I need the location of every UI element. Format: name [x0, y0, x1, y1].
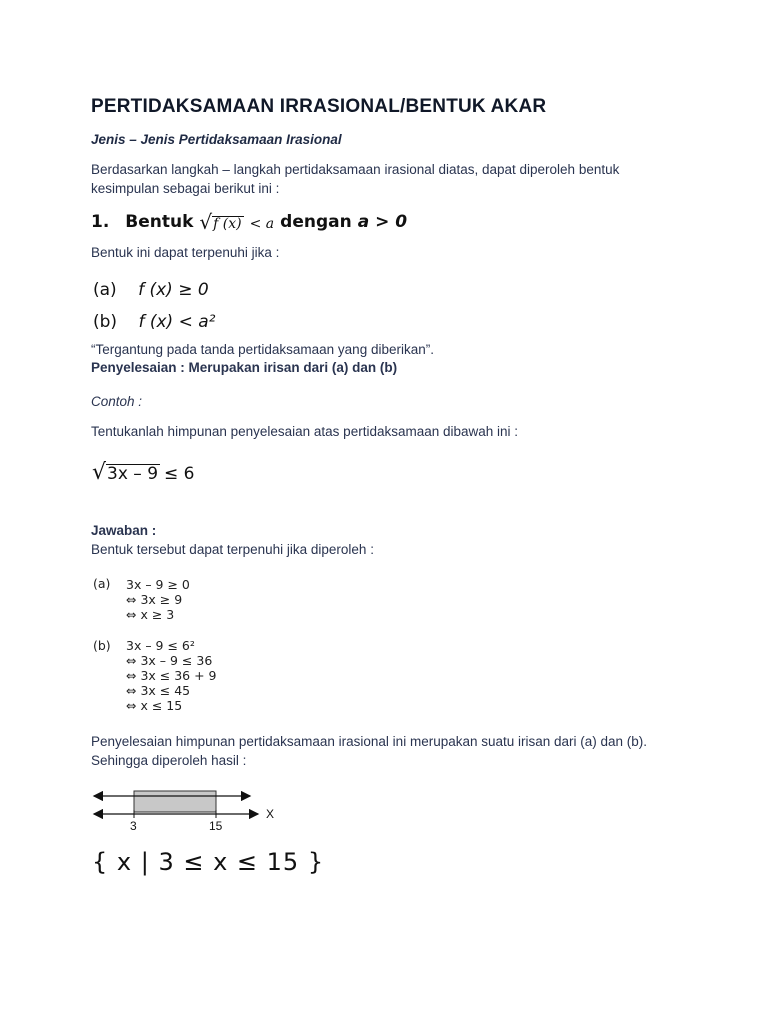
condition-b-expr: f (x) < a²	[138, 312, 216, 332]
answer-label: Jawaban :	[91, 523, 157, 538]
steps-a-label: (a)	[93, 576, 111, 591]
form-1-radicand: f (x)	[213, 215, 242, 232]
step-a-line: ⇔ 3x ≥ 9	[126, 592, 183, 607]
tick-label-15: 15	[209, 819, 223, 833]
radical-sign-icon: √	[92, 460, 107, 485]
condition-a	[93, 280, 209, 300]
form-1-relation: < a	[249, 216, 275, 232]
tick-label-3: 3	[130, 819, 137, 833]
step-b-line: ⇔ 3x ≤ 45	[126, 683, 191, 698]
steps-b	[126, 638, 217, 713]
intro-line-1: Berdasarkan langkah – langkah pertidaksamaan irasional diatas, dapat diperoleh bentuk	[91, 162, 620, 177]
step-b-line: 3x – 9 ≤ 6²	[126, 638, 195, 653]
condition-b	[93, 312, 215, 332]
intro-paragraph	[91, 160, 619, 198]
condition-a-label: (a)	[93, 280, 117, 300]
step-b-line: ⇔ 3x – 9 ≤ 36	[126, 653, 213, 668]
step-b-line: ⇔ x ≤ 15	[126, 698, 183, 713]
step-b-line: ⇔ 3x ≤ 36 + 9	[126, 668, 217, 683]
section-subtitle: Jenis – Jenis Pertidaksamaan Irasional	[91, 132, 342, 147]
form-1-sqrt	[199, 212, 243, 232]
step-a-line: 3x – 9 ≥ 0	[126, 577, 190, 592]
conclusion-line-2: Sehingga diperoleh hasil :	[91, 753, 247, 768]
form-1-number: 1.	[91, 212, 110, 232]
note-text: “Tergantung pada tanda pertidaksamaan yang diberikan”.	[91, 342, 434, 357]
task-text: Tentukanlah himpunan penyelesaian atas pertidaksamaan dibawah ini :	[91, 424, 519, 439]
condition-intro: Bentuk ini dapat terpenuhi jika :	[91, 245, 280, 260]
axis-label-x: X	[266, 807, 275, 821]
form-1-heading	[91, 212, 407, 232]
conclusion-paragraph	[91, 732, 647, 770]
problem-radicand: 3x – 9	[107, 464, 159, 485]
step-a-line: ⇔ x ≥ 3	[126, 607, 175, 622]
solution-rule: Penyelesaian : Merupakan irisan dari (a) dan (b)	[91, 360, 398, 375]
condition-b-label: (b)	[93, 312, 118, 332]
intro-line-2: kesimpulan sebagai berikut ini :	[91, 181, 280, 196]
problem-expression	[92, 462, 195, 484]
steps-b-label: (b)	[93, 638, 111, 653]
page-title: PERTIDAKSAMAAN IRRASIONAL/BENTUK AKAR	[91, 96, 547, 117]
answer-intro: Bentuk tersebut dapat terpenuhi jika diperoleh :	[91, 542, 374, 557]
example-label: Contoh :	[91, 394, 143, 409]
condition-a-expr: f (x) ≥ 0	[138, 280, 209, 300]
radical-sign-icon: √	[199, 210, 213, 234]
steps-a	[126, 577, 190, 622]
form-1-tail: dengan	[280, 212, 352, 232]
form-1-word: Bentuk	[125, 212, 194, 232]
problem-rhs: ≤ 6	[164, 464, 195, 484]
conclusion-line-1: Penyelesaian himpunan pertidaksamaan irasional ini merupakan suatu irisan dari (a) dan (b).	[91, 734, 648, 749]
form-1-condition: a > 0	[357, 212, 408, 232]
result-set: { x | 3 ≤ x ≤ 15 }	[92, 848, 325, 876]
intersection-shade	[134, 791, 216, 812]
number-line-diagram	[88, 780, 288, 835]
